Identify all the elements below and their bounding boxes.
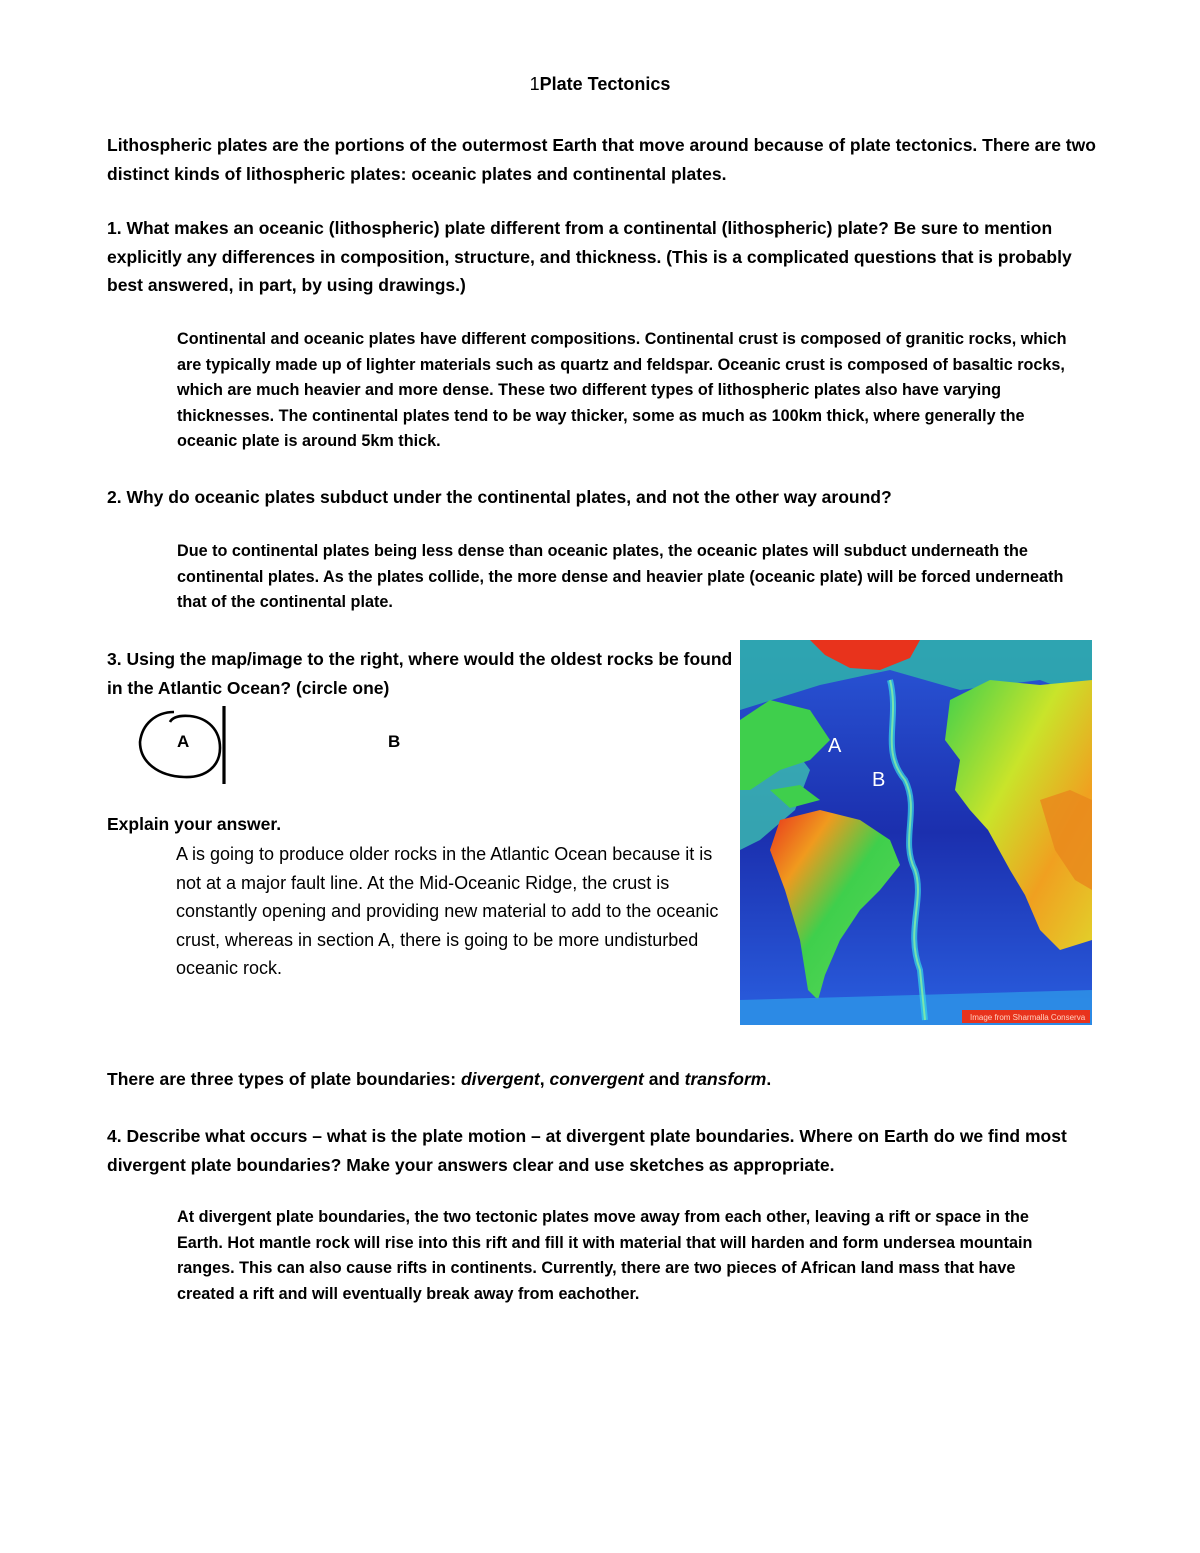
- answer-4: At divergent plate boundaries, the two tectonic plates move away from each other, leaving a rift or space in the Earth. Hot mantle rock will rise into this rift and fill it with material that will harden and form undersea mountain ranges. This can also cause rifts in continents. Currently, there are two pieces of African land mass that have created a rift and will eventually break away from eachother.: [177, 1208, 1033, 1303]
- intro-paragraph: Lithospheric plates are the portions of the outermost Earth that move around because of plate tectonics. There are two distinct kinds of lithospheric plates: oceanic plates and continental plates.: [107, 135, 1096, 184]
- choice-b-label: B: [388, 732, 401, 751]
- answer-2: Due to continental plates being less dense than oceanic plates, the oceanic plates will subduct underneath the continental plates. As the plates collide, the more dense and heavier plate (oceanic plate) will be forced underneath that of the continental plate.: [177, 542, 1064, 611]
- title-text: Plate Tectonics: [539, 74, 671, 94]
- choice-a-circled: [134, 704, 244, 784]
- map-credit: Image from Sharmalla Conserva: [970, 1013, 1086, 1022]
- atlantic-seafloor-map: [740, 640, 1092, 1025]
- boundaries-prefix: There are three types of plate boundaries:: [107, 1069, 461, 1089]
- explain-answer: A is going to produce older rocks in the Atlantic Ocean because it is not at a major fault line. At the Mid-Oceanic Ridge, the crust is constantly opening and providing new material to add to the oceanic crust, whereas in section A, there is going to be more undisturbed oceanic rock.: [176, 844, 719, 978]
- question-2: 2. Why do oceanic plates subduct under the continental plates, and not the other way around?: [107, 487, 892, 507]
- boundaries-sentence: [107, 1065, 1097, 1094]
- explain-label: Explain your answer.: [107, 814, 282, 834]
- boundary-convergent: convergent: [549, 1069, 644, 1089]
- question-1: 1. What makes an oceanic (lithospheric) plate different from a continental (lithospheric) plate? Be sure to mention explicitly any differences in composition, structure, and thickness. (This is a complicated questions that is probably best answered, in part, by using drawings.): [107, 218, 1072, 295]
- boundaries-suffix: .: [766, 1069, 772, 1089]
- boundaries-comma: ,: [539, 1069, 550, 1089]
- question-3: 3. Using the map/image to the right, where would the oldest rocks be found in the Atlantic Ocean? (circle one): [107, 649, 733, 698]
- boundaries-and: and: [643, 1069, 685, 1089]
- map-label-b: B: [872, 769, 886, 791]
- choice-a-label: A: [177, 732, 190, 751]
- boundary-divergent: divergent: [460, 1069, 540, 1089]
- answer-1: Continental and oceanic plates have different compositions. Continental crust is composed of granitic rocks, which are typically made up of lighter materials such as quartz and feldspar. Oceanic crust is composed of basaltic rocks, which are much heavier and more dense. These two different types of lithospheric plates also have varying thicknesses. The continental plates tend to be way thicker, some as much as 100km thick, where generally the oceanic plate is around 5km thick.: [177, 330, 1067, 450]
- title-mark: 1: [529, 74, 540, 94]
- map-label-a: A: [828, 735, 842, 757]
- boundary-transform: transform: [684, 1069, 767, 1089]
- question-4: 4. Describe what occurs – what is the plate motion – at divergent plate boundaries. Where on Earth do we find most divergent plate boundaries? Make your answers clear and use sketches as appropriate.: [107, 1126, 1067, 1175]
- page-title: [0, 74, 1200, 95]
